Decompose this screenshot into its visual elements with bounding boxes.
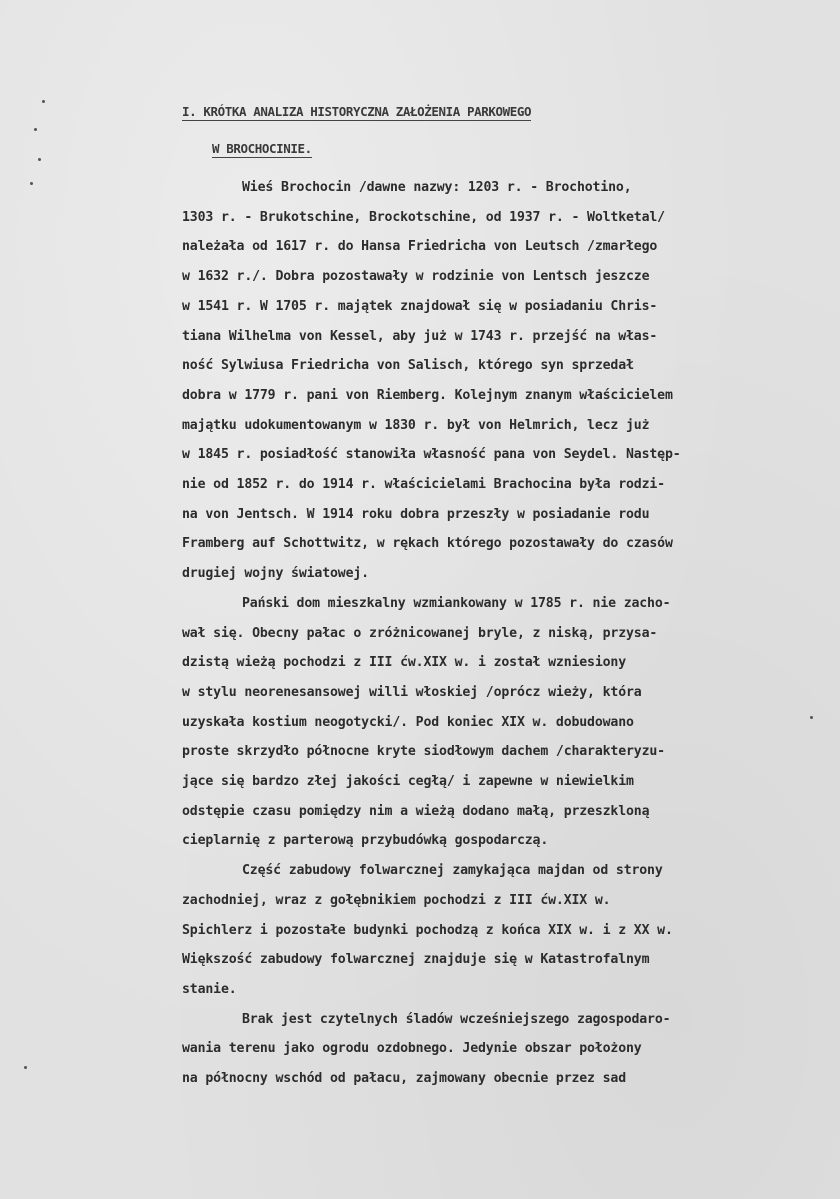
text-line: uzyskała kostium neogotycki/. Pod koniec XIX w. dobudowano [182, 714, 634, 730]
text-line: w 1845 r. posiadłość stanowiła własność pana von Seydel. Następ- [182, 447, 681, 463]
text-line: 1303 r. - Brukotschine, Brockotschine, od 1937 r. - Woltketal/ [182, 209, 665, 225]
text-line: Brak jest czytelnych śladów wcześniejszego zagospodaro- [242, 1011, 671, 1027]
text-line: Pański dom mieszkalny wzmiankowany w 1785 r. nie zacho- [242, 595, 671, 611]
punch-mark [42, 100, 45, 103]
text-line: Framberg auf Schottwitz, w rękach którego pozostawały do czasów [182, 536, 673, 552]
punch-mark [810, 716, 813, 719]
text-line: Większość zabudowy folwarcznej znajduje się w Katastrofalnym [182, 952, 650, 968]
text-line: dobra w 1779 r. pani von Riemberg. Kolejnym znanym właścicielem [182, 387, 673, 403]
text-line: dzistą wieżą pochodzi z III ćw.XIX w. i został wzniesiony [182, 655, 627, 671]
text-line: w 1632 r./. Dobra pozostawały w rodzinie von Lentsch jeszcze [182, 269, 650, 285]
punch-mark [24, 1066, 27, 1069]
text-line: zachodniej, wraz z gołębnikiem pochodzi z III ćw.XIX w. [182, 892, 611, 908]
text-line: w stylu neorenesansowej willi włoskiej /oprócz wieży, która [182, 684, 642, 700]
text-line: Spichlerz i pozostałe budynki pochodzą z końca XIX w. i z XX w. [182, 922, 673, 938]
text-line: należała od 1617 r. do Hansa Friedricha von Leutsch /zmarłego [182, 239, 658, 255]
text-line: Część zabudowy folwarcznej zamykająca majdan od strony [242, 863, 663, 879]
text-line: ność Sylwiusa Friedricha von Salisch, którego syn sprzedał [182, 358, 634, 374]
punch-mark [34, 128, 37, 131]
text-line: na von Jentsch. W 1914 roku dobra przeszły w posiadanie rodu [182, 506, 650, 522]
text-line: proste skrzydło północne kryte siodłowym dachem /charakteryzu- [182, 744, 665, 760]
text-line: tiana Wilhelma von Kessel, aby już w 1743 r. przejść na włas- [182, 328, 658, 344]
text-line: odstępie czasu pomiędzy nim a wieżą dodano małą, przeszkloną [182, 803, 650, 819]
text-line: drugiej wojny światowej. [182, 566, 369, 582]
text-line: Wieś Brochocin /dawne nazwy: 1203 r. - Brochotino, [242, 180, 632, 195]
punch-mark [38, 158, 41, 161]
heading-line-1: I. KRÓTKA ANALIZA HISTORYCZNA ZAŁOŻENIA PARKOWEGO [182, 104, 532, 119]
heading-line-2: W BROCHOCINIE. [212, 141, 312, 156]
text-line: cieplarnię z parterową przybudówką gospodarczą. [182, 833, 549, 849]
text-line: stanie. [182, 981, 237, 997]
text-line: majątku udokumentowanym w 1830 r. był von Helmrich, lecz już [182, 417, 650, 433]
text-line: nie od 1852 r. do 1914 r. właścicielami Brachocina była rodzi- [182, 477, 665, 492]
text-line: wał się. Obecny pałac o zróżnicowanej bryle, z niską, przysa- [182, 625, 658, 641]
text-line: w 1541 r. W 1705 r. majątek znajdował się w posiadaniu Chris- [182, 298, 658, 314]
text-line: jące się bardzo złej jakości cegłą/ i zapewne w niewielkim [182, 774, 634, 789]
text-line: wania terenu jako ogrodu ozdobnego. Jedynie obszar położony [182, 1041, 642, 1057]
text-line: na północny wschód od pałacu, zajmowany obecnie przez sad [182, 1071, 627, 1086]
punch-mark [30, 182, 33, 185]
